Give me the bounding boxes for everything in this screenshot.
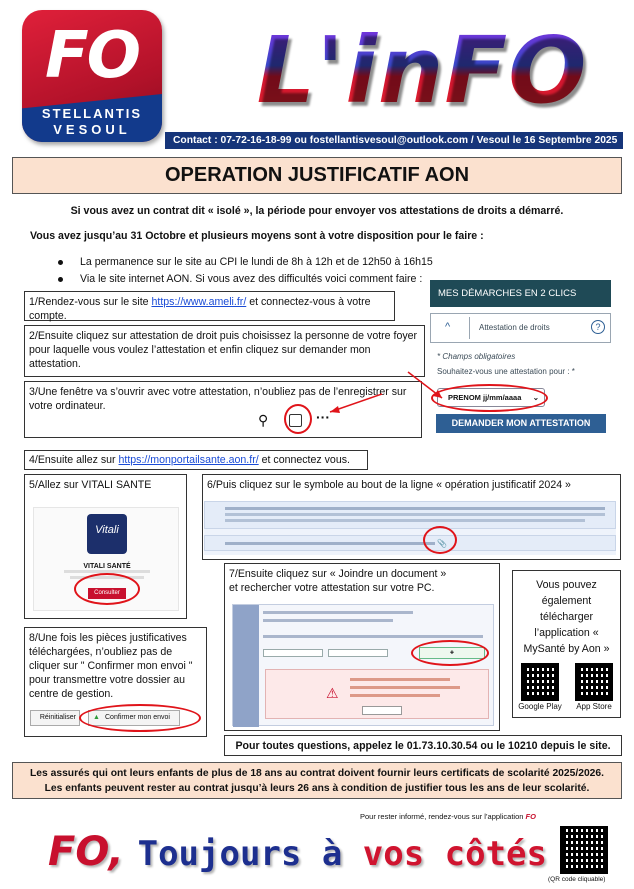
more-icon[interactable]: ··· (316, 409, 330, 425)
step-1-box (24, 291, 395, 321)
slogan-part-1: Toujours à (137, 834, 363, 874)
highlight-circle (79, 704, 201, 732)
step-4-text: 4/Ensuite allez sur (29, 454, 119, 466)
step-7-line-1: 7/Ensuite cliquez sur « Joindre un document » (229, 568, 447, 580)
aon-question: Souhaitez-vous une attestation pour : * (437, 367, 575, 376)
stay-informed-text (360, 812, 536, 821)
step-3-text: 3/Une fenêtre va s’ouvrir avec votre attestation, n’oubliez pas de l’enregistrer sur votre ordinateur. (29, 386, 407, 412)
logo-letters: FO (44, 19, 140, 93)
contact-bar: Contact : 07-72-16-18-99 ou fostellantisvesoul@outlook.com / Vesoul le 16 Septembre 2025 (165, 132, 623, 149)
help-icon[interactable]: ? (591, 320, 605, 334)
footer-slogan (48, 828, 547, 878)
aon-list-screenshot (204, 501, 616, 555)
attach-document-button[interactable]: ✚ (419, 647, 485, 659)
slogan-part-2: vos côtés (362, 834, 547, 874)
step-6-text: 6/Puis cliquez sur le symbole au bout de la ligne « opération justificatif 2024 » (207, 479, 571, 491)
aon-attestation-row[interactable] (430, 313, 611, 343)
questions-text: Pour toutes questions, appelez le 01.73.10.30.54 ou le 10210 depuis le site. (235, 740, 611, 752)
step-7-line-2: et rechercher votre attestation sur votre PC. (229, 582, 435, 594)
step-1-text: 1/Rendez-vous sur le site (29, 296, 152, 308)
highlight-circle (411, 640, 489, 666)
chevron-down-icon: ⌄ (532, 393, 539, 402)
highlight-circle (423, 526, 457, 554)
step-5-box (24, 474, 187, 619)
monportail-link[interactable]: https://monportailsante.aon.fr/ (118, 454, 259, 466)
required-note: * Champs obligatoires (437, 352, 516, 361)
notice-line-1: Les assurés qui ont leurs enfants de plus de 18 ans au contrat doivent fournir leurs certificats de scolarité 2025/2026. (30, 768, 604, 779)
step-1-text-end: et connectez-vous à votre compte. (29, 296, 371, 322)
submit-mini-button[interactable] (362, 706, 402, 715)
aon-panel-header: MES DÉMARCHES EN 2 CLICS (430, 280, 611, 307)
arrow-head (330, 406, 340, 413)
request-attestation-button[interactable]: DEMANDER MON ATTESTATION (436, 414, 606, 433)
warning-panel (265, 669, 489, 719)
person-select-value: PRENOM jj/mm/aaaa (448, 393, 522, 402)
operation-row[interactable] (204, 535, 616, 551)
qr-caption: (QR code cliquable) (548, 876, 606, 883)
step-4-text-end: et connectez vous. (258, 454, 350, 466)
step-8-text: 8/Une fois les pièces justificatives téléchargées, n’oubliez pas de cliquer sur " Confirmer mon envoi " pour transmettre votre dossier au centre de gestion. (29, 632, 193, 700)
step-8-box (24, 627, 207, 737)
arrow-head (433, 390, 442, 398)
questions-box (224, 735, 622, 756)
app-store-qr-code[interactable] (575, 663, 613, 701)
ameli-link[interactable]: https://www.ameli.fr/ (151, 296, 247, 308)
arrows (300, 340, 460, 420)
info-banner (204, 501, 616, 529)
logo-stellantis: STELLANTIS (41, 106, 143, 121)
slogan-fo: FO, (48, 829, 124, 875)
page-title: OPERATION JUSTIFICATIF AON (12, 157, 622, 194)
stay-informed-brand: FO (525, 812, 536, 821)
intro-line-1: Si vous avez un contrat dit « isolé », la période pour envoyer vos attestations de droits a démarré. (70, 205, 564, 217)
confirm-label: Confirmer mon envoi (105, 714, 170, 721)
footer-qr-code[interactable] (560, 826, 608, 874)
bullet-item: Via le site internet AON. Si vous avez des difficultés voici comment faire : (58, 271, 433, 288)
newsletter-title: L'inFO (222, 16, 622, 126)
google-play-qr-code[interactable] (521, 663, 559, 701)
search-icon[interactable]: ⚲ (258, 412, 269, 428)
step-2-text: 2/Ensuite cliquez sur attestation de droit puis choisissez la personne de votre foyer pour laquelle vous voulez l’attestation et enfin cliquez sur demander mon attestation. (29, 330, 418, 370)
bullet-list (58, 254, 433, 288)
google-play-label: Google Play (518, 702, 562, 711)
reset-button[interactable] (30, 710, 80, 726)
consult-button[interactable]: Consulter (88, 588, 126, 599)
divider (469, 317, 470, 339)
app-box-text: Vous pouvez également télécharger l’application « MySanté by Aon » (523, 579, 610, 655)
vitali-logo: Vitali (87, 514, 127, 554)
attach-icon[interactable]: 📎 (437, 539, 447, 548)
notice-line-2: Les enfants peuvent rester au contrat jusqu’à leurs 26 ans à condition de justifier tous les ans de leur scolarité. (44, 783, 590, 794)
fo-logo (22, 10, 162, 142)
arrow-up-icon: ▲ (93, 714, 100, 721)
vitali-name: VITALI SANTÉ (83, 563, 131, 570)
warning-icon: ⚠ (326, 685, 339, 701)
step-6-box (202, 474, 621, 560)
app-store-label: App Store (576, 702, 612, 711)
chevron-up-icon: ^ (445, 321, 451, 333)
step-5-text: 5/Allez sur VITALI SANTE (29, 479, 152, 491)
app-box (512, 570, 621, 718)
stay-informed-label: Pour rester informé, rendez-vous sur l’application (360, 812, 524, 821)
step-4-box (24, 450, 368, 470)
reset-label: Réinitialiser (39, 714, 76, 721)
highlight-circle (74, 573, 140, 605)
form-sidebar (233, 605, 259, 727)
logo-vesoul: VESOUL (53, 122, 131, 137)
intro-line-2: Vous avez jusqu’au 31 Octobre et plusieurs moyens sont à votre disposition pour le faire : (30, 230, 484, 242)
notice-box (12, 762, 622, 799)
bullet-item: La permanence sur le site au CPI le lundi de 8h à 12h et de 12h50 à 16h15 (58, 254, 433, 271)
aon-row-label: Attestation de droits (479, 323, 550, 332)
step-7-box (224, 563, 500, 731)
